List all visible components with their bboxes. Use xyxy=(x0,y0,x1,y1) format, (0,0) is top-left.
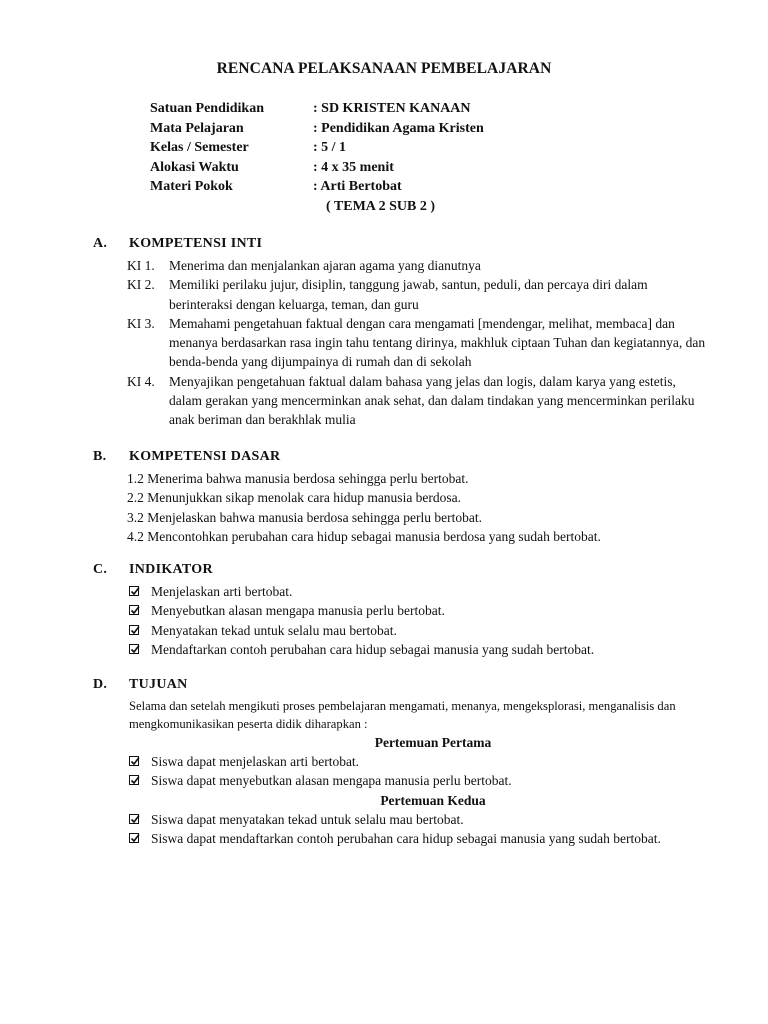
section-kompetensi-dasar xyxy=(93,449,713,546)
objective-text: Siswa dapat menyatakan tekad untuk selalu mau bertobat. xyxy=(151,811,464,827)
ki-text: Memahami pengetahuan faktual dengan cara mengamati [mendengar, melihat, membaca] dan menanya berdasarkan rasa ingin tahu tentang dirinya, makhluk ciptaan Tuhan dan kegiatannya, dan benda-benda yang dijumpainya di rumah dan di sekolah xyxy=(169,315,706,370)
kd-item: 4.2 Mencontohkan perubahan cara hidup sebagai manusia berdosa yang sudah bertobat. xyxy=(127,528,601,544)
ki-item xyxy=(127,275,709,314)
identity-value: : 4 x 35 menit xyxy=(313,159,394,175)
checked-box-icon xyxy=(129,833,139,843)
objective-item xyxy=(127,810,691,829)
section-indikator xyxy=(93,562,713,659)
section-title: KOMPETENSI DASAR xyxy=(129,449,281,464)
indicator-text: Mendaftarkan contoh perubahan cara hidup sebagai manusia yang sudah bertobat. xyxy=(151,641,595,657)
indicator-item xyxy=(127,640,691,659)
checked-box-icon xyxy=(129,625,139,635)
section-title: KOMPETENSI INTI xyxy=(129,236,263,251)
identity-label: Satuan Pendidikan xyxy=(150,101,264,116)
theme-subtheme: ( TEMA 2 SUB 2 ) xyxy=(326,198,436,214)
section-letter: C. xyxy=(93,562,108,577)
section-kompetensi-inti xyxy=(93,236,713,430)
indicator-item xyxy=(127,582,691,601)
objective-item xyxy=(127,752,691,771)
kd-item: 3.2 Menjelaskan bahwa manusia berdosa sehingga perlu bertobat. xyxy=(127,509,483,525)
meeting-one-heading: Pertemuan Pertama xyxy=(374,735,492,750)
identity-label: Kelas / Semester xyxy=(150,140,249,155)
section-title: INDIKATOR xyxy=(129,562,213,577)
objective-text: Siswa dapat menyebutkan alasan mengapa manusia perlu bertobat. xyxy=(151,773,512,789)
ki-text: Memiliki perilaku jujur, disiplin, tanggung jawab, santun, peduli, dan percaya diri dalam berinteraksi dengan keluarga, teman, dan guru xyxy=(169,277,648,312)
section-letter: A. xyxy=(93,236,108,251)
section-letter: B. xyxy=(93,449,107,464)
document-title: RENCANA PELAKSANAAN PEMBELAJARAN xyxy=(216,60,552,77)
identity-label: Mata Pelajaran xyxy=(150,120,244,136)
ki-text: Menerima dan menjalankan ajaran agama yang dianutnya xyxy=(169,258,481,273)
identity-value: : SD KRISTEN KANAAN xyxy=(313,101,471,116)
checked-box-icon xyxy=(129,605,139,615)
indicator-item xyxy=(127,601,691,620)
objective-item xyxy=(127,771,691,790)
identity-label: Materi Pokok xyxy=(150,179,233,194)
section-heading xyxy=(93,236,713,256)
ki-item xyxy=(127,314,709,372)
identity-value: : Pendidikan Agama Kristen xyxy=(313,120,484,136)
ki-code: KI 4. xyxy=(127,373,155,389)
kd-item: 1.2 Menerima bahwa manusia berdosa sehingga perlu bertobat. xyxy=(127,471,469,486)
checked-box-icon xyxy=(129,644,139,654)
identity-value: : 5 / 1 xyxy=(313,140,347,155)
objective-text: Siswa dapat mendaftarkan contoh perubahan cara hidup sebagai manusia yang sudah bertobat. xyxy=(151,830,661,846)
section-title: TUJUAN xyxy=(129,677,188,692)
section-heading xyxy=(93,449,713,469)
objective-text: Siswa dapat menjelaskan arti bertobat. xyxy=(151,754,360,769)
section-heading xyxy=(93,677,713,697)
ki-code: KI 1. xyxy=(127,258,155,273)
ki-code: KI 2. xyxy=(127,277,155,293)
checked-box-icon xyxy=(129,814,139,824)
checked-box-icon xyxy=(129,756,139,766)
indicator-item xyxy=(127,621,691,640)
indicator-text: Menyatakan tekad untuk selalu mau bertobat. xyxy=(151,622,397,638)
objective-item xyxy=(127,829,691,848)
ki-code: KI 3. xyxy=(127,315,155,331)
ki-item xyxy=(127,256,709,275)
section-tujuan xyxy=(93,677,713,848)
checked-box-icon xyxy=(129,586,139,596)
identity-label: Alokasi Waktu xyxy=(150,159,239,175)
kd-item: 2.2 Menunjukkan sikap menolak cara hidup manusia berdosa. xyxy=(127,490,462,506)
identity-value: : Arti Bertobat xyxy=(313,179,402,194)
checked-box-icon xyxy=(129,775,139,785)
indicator-text: Menyebutkan alasan mengapa manusia perlu bertobat. xyxy=(151,603,445,619)
section-heading xyxy=(93,562,713,582)
section-letter: D. xyxy=(93,677,108,692)
ki-text: Menyajikan pengetahuan faktual dalam bahasa yang jelas dan logis, dalam karya yang estetis, dalam gerakan yang mencerminkan anak sehat, dan dalam tindakan yang mencerminkan perilaku anak beriman dan berakhlak mulia xyxy=(169,373,695,428)
ki-item xyxy=(127,372,709,430)
objective-intro: Selama dan setelah mengikuti proses pembelajaran mengamati, menanya, mengeksplorasi, menganalisis dan mengkomunikasikan peserta didik diharapkan : xyxy=(129,699,676,731)
indicator-text: Menjelaskan arti bertobat. xyxy=(151,584,293,599)
meeting-two-heading: Pertemuan Kedua xyxy=(380,792,486,808)
